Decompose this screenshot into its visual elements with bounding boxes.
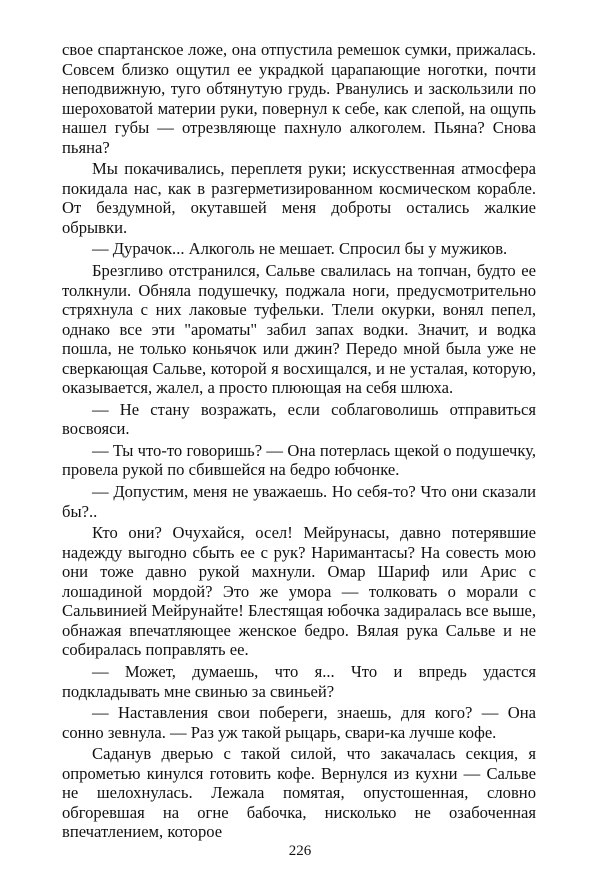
- paragraph-6: — Ты что-то говоришь? — Она потерлась щекой о подушечку, провела рукой по сбившейся на бедро юбчонке.: [62, 440, 536, 480]
- paragraph-4: Брезгливо отстранился, Сальве свалилась на топчан, будто ее толкнули. Обняла подушечку, поджала ноги, предусмотрительно стряхнула с них лаковые туфельки. Тлели окурки, вонял пепел, однако все эти "ароматы" забил запах водки. Значит, и водка пошла, не только коньячок или джин? Передо мной была уже не сверкающая Сальве, которой я восхищался, и не усталая, которую, оказывается, жалел, а просто плюющая на себя шлюха.: [62, 261, 536, 398]
- paragraph-9: — Может, думаешь, что я... Что и впредь удастся подкладывать мне свинью за свиньей?: [62, 661, 536, 701]
- paragraph-1: свое спартанское ложе, она отпустила ремешок сумки, прижалась. Совсем близко ощутил ее украдкой царапающие ноготки, почти неподвижную, туго обтянутую грудь. Рванулись и заскользили по шероховатой материи руки, повернул к себе, как слепой, на ощупь нашел губы — отрезвляюще пахнуло алкоголем. Пьяна? Снова пьяна?: [62, 40, 536, 157]
- paragraph-7: — Допустим, меня не уважаешь. Но себя-то? Что они сказали бы?..: [62, 482, 536, 521]
- paragraph-10: — Наставления свои побереги, знаешь, для кого? — Она сонно зевнула. — Раз уж такой рыцарь, свари-ка лучше кофе.: [62, 703, 536, 742]
- paragraph-8: Кто они? Очухайся, осел! Мейрунасы, давно потерявшие надежду выгодно сбыть ее с рук? Наримантасы? На совесть мою они тоже давно рукой махнули. Омар Шариф или Арис с лошадиной мордой? Это же умора — толковать о морали с Сальвинией Мейрунайте! Блестящая юбочка задиралась все выше, обнажая впечатляющее женское бедро. Вялая рука Сальве и не собиралась поправлять ее.: [62, 523, 536, 660]
- page-number: 226: [288, 843, 312, 859]
- paragraph-11: Саданув дверью с такой силой, что закачалась секция, я опрометью кинулся готовить кофе. Вернулся из кухни — Сальве не шелохнулась. Лежала помятая, опустошенная, словно обгоревшая на огне бабочка, нисколько не озабоченная впечатлением, которое: [62, 744, 536, 842]
- paragraph-3: — Дурачок... Алкоголь не мешает. Спросил бы у мужиков.: [92, 239, 508, 259]
- paragraph-2: Мы покачивались, переплетя руки; искусственная атмосфера покидала нас, как в разгерметизированном космическом корабле. От бездумной, окутавшей меня доброты остались жалкие обрывки.: [62, 159, 536, 237]
- paragraph-5: — Не стану возражать, если соблаговолишь отправиться восвояси.: [62, 399, 536, 439]
- book-page-text: [62, 40, 536, 842]
